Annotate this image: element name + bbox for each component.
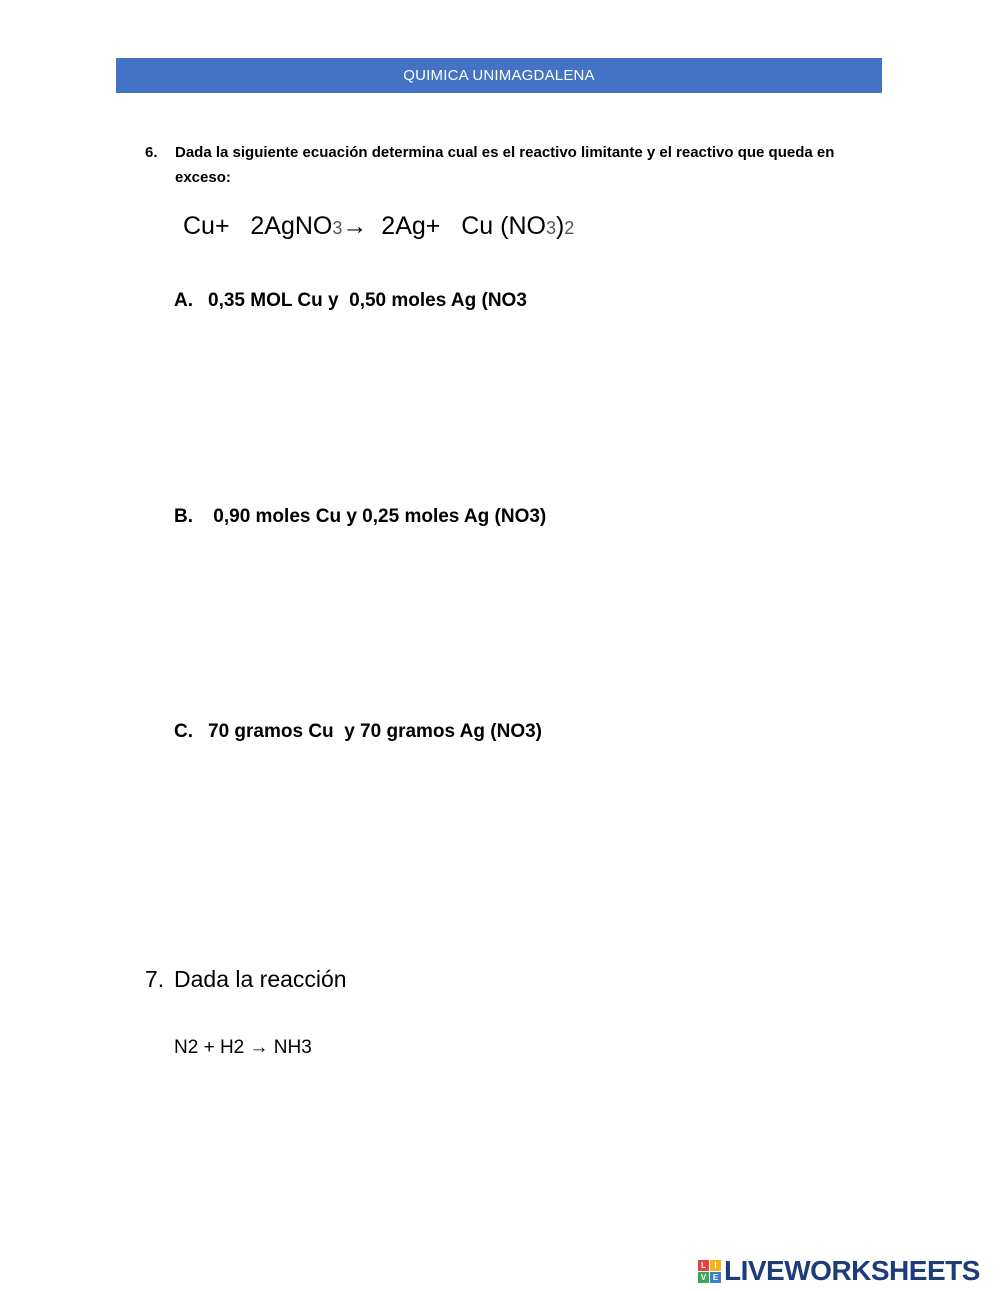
- logo-letter: E: [710, 1272, 721, 1283]
- equation-subscript-3: 2: [564, 218, 575, 238]
- chemical-equation: [183, 212, 574, 241]
- reaction-equation: N2 + H2 → NH3: [174, 1037, 312, 1058]
- option-text: 0,90 moles Cu y 0,25 moles Ag (NO3): [208, 506, 547, 527]
- logo-letter: V: [698, 1272, 709, 1283]
- option-a: [174, 290, 527, 312]
- question-7-text: Dada la reacción: [174, 966, 347, 992]
- question-6-text: Dada la siguiente ecuación determina cual es el reactivo limitante y el reactivo que queda en exceso:: [175, 144, 835, 186]
- logo-letter: I: [710, 1260, 721, 1271]
- liveworksheets-wordmark: LIVEWORKSHEETS: [724, 1255, 980, 1286]
- logo-letter: L: [698, 1260, 709, 1271]
- option-c: [174, 721, 542, 743]
- option-letter: A.: [174, 290, 193, 311]
- question-6-number: 6.: [145, 144, 158, 161]
- equation-part-3: ): [555, 212, 565, 240]
- option-text: 0,35 MOL Cu y 0,50 moles Ag (NO3: [208, 290, 527, 311]
- header-bar: [116, 58, 882, 93]
- option-letter: C.: [174, 721, 193, 742]
- equation-subscript-1: 3: [332, 218, 343, 238]
- option-text: 70 gramos Cu y 70 gramos Ag (NO3): [208, 721, 543, 742]
- header-title: QUIMICA UNIMAGDALENA: [403, 67, 595, 84]
- option-b: [174, 506, 546, 528]
- equation-subscript-2: 3: [545, 218, 556, 238]
- question-7-number: 7.: [145, 966, 165, 992]
- equation-part-1: Cu+ 2AgNO: [183, 212, 333, 240]
- liveworksheets-brand: [698, 1255, 980, 1287]
- option-letter: B.: [174, 506, 193, 527]
- equation-part-2: → 2Ag+ Cu (NO: [342, 212, 546, 240]
- liveworksheets-logo-icon: [698, 1260, 721, 1283]
